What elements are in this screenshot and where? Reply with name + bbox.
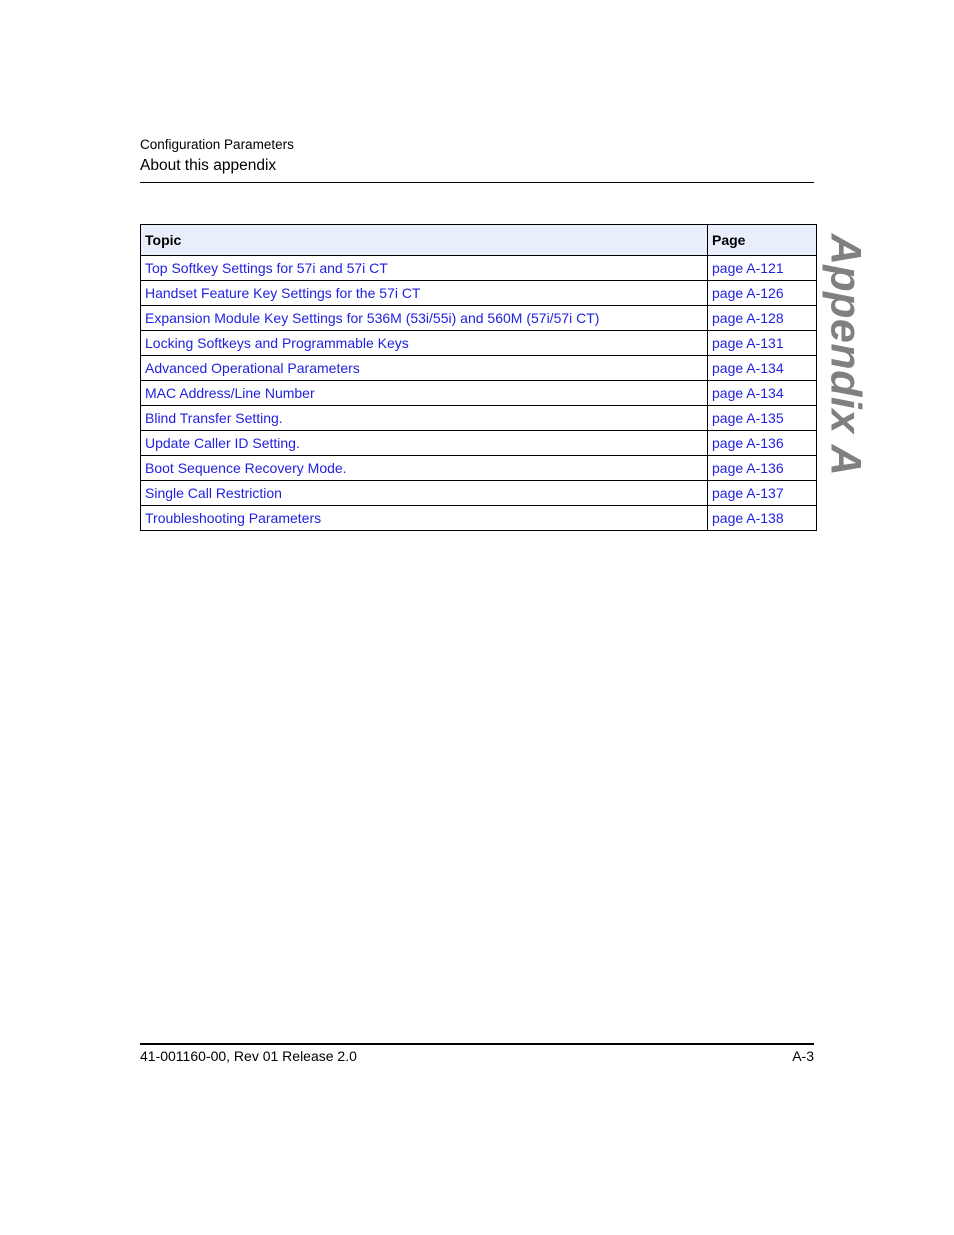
table-row xyxy=(141,431,817,456)
topic-link[interactable]: Boot Sequence Recovery Mode. xyxy=(145,460,347,476)
topic-link[interactable]: Troubleshooting Parameters xyxy=(145,510,322,526)
table-row xyxy=(141,256,817,281)
page-link[interactable]: page A-128 xyxy=(712,310,784,326)
page-link[interactable]: page A-136 xyxy=(712,435,784,451)
topic-link[interactable]: Blind Transfer Setting. xyxy=(145,410,283,426)
running-header-section: About this appendix xyxy=(140,157,277,174)
table-row xyxy=(141,506,817,531)
header-divider xyxy=(140,182,814,183)
column-header-page: Page xyxy=(708,225,817,256)
page-link[interactable]: page A-137 xyxy=(712,485,784,501)
page-link[interactable]: page A-126 xyxy=(712,285,784,301)
topic-table xyxy=(140,224,817,531)
page-link[interactable]: page A-136 xyxy=(712,460,784,476)
table-header-row xyxy=(141,225,817,256)
table-row xyxy=(141,406,817,431)
page-link[interactable]: page A-138 xyxy=(712,510,784,526)
page-link[interactable]: page A-134 xyxy=(712,385,784,401)
page-link[interactable]: page A-131 xyxy=(712,335,784,351)
running-header-chapter: Configuration Parameters xyxy=(140,137,294,152)
table-row xyxy=(141,331,817,356)
table-row xyxy=(141,356,817,381)
topic-link[interactable]: Single Call Restriction xyxy=(145,485,282,501)
page-link[interactable]: page A-121 xyxy=(712,260,784,276)
table-row xyxy=(141,281,817,306)
appendix-side-tab-label: Appendix A xyxy=(821,233,870,477)
topic-link[interactable]: Handset Feature Key Settings for the 57i CT xyxy=(145,285,421,301)
footer-page-number: A-3 xyxy=(792,1048,814,1064)
topic-link[interactable]: MAC Address/Line Number xyxy=(145,385,315,401)
topic-link[interactable]: Advanced Operational Parameters xyxy=(145,360,360,376)
footer-divider xyxy=(140,1043,814,1045)
column-header-topic: Topic xyxy=(141,225,708,256)
topic-link[interactable]: Expansion Module Key Settings for 536M (53i/55i) and 560M (57i/57i CT) xyxy=(145,310,600,326)
topic-link[interactable]: Update Caller ID Setting. xyxy=(145,435,300,451)
table-row xyxy=(141,456,817,481)
topic-link[interactable]: Top Softkey Settings for 57i and 57i CT xyxy=(145,260,388,276)
page-link[interactable]: page A-135 xyxy=(712,410,784,426)
table-row xyxy=(141,306,817,331)
table-row xyxy=(141,381,817,406)
appendix-side-tab xyxy=(821,233,870,477)
footer-doc-id: 41-001160-00, Rev 01 Release 2.0 xyxy=(140,1048,357,1064)
table-row xyxy=(141,481,817,506)
topic-link[interactable]: Locking Softkeys and Programmable Keys xyxy=(145,335,409,351)
page-link[interactable]: page A-134 xyxy=(712,360,784,376)
